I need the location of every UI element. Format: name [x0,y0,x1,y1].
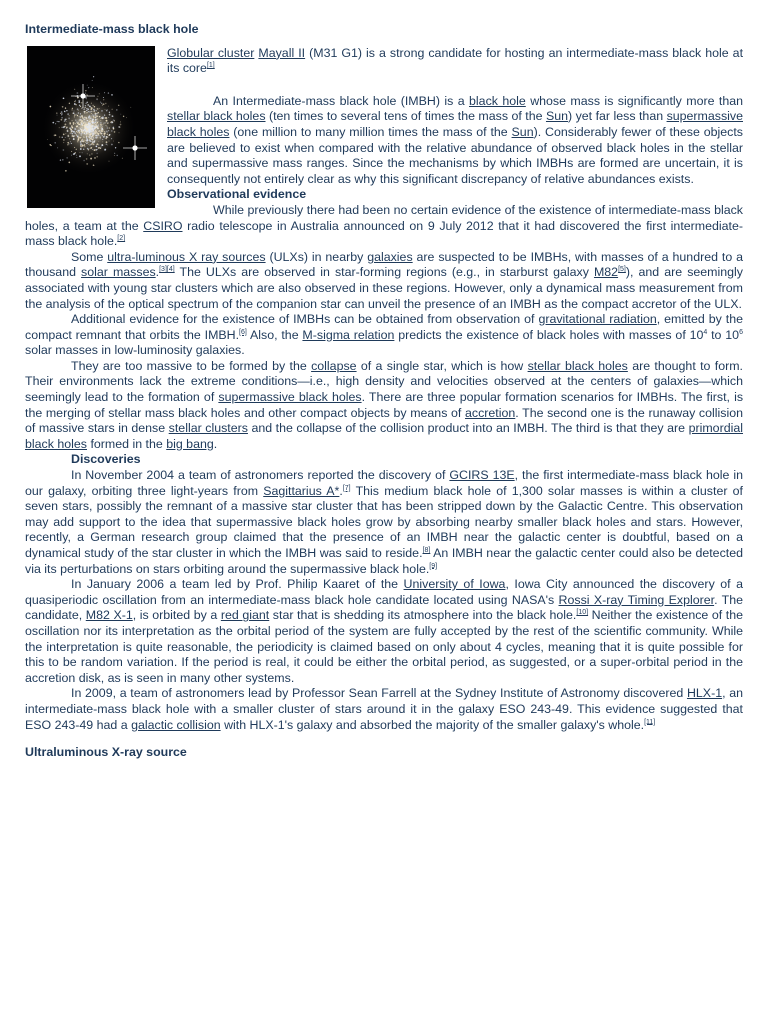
text: ), and are seemingly associated with young star clusters which are also observed in these regions. However, only a dynamical mass measurement from the analysis of the optical spectrum of the companion star can unveil the presence of an IMBH as the compact accretor of the ULX. [25,265,743,311]
text: . [339,483,343,498]
discoveries-paragraph-1 [25,468,743,577]
text: . There are three popular formation scenarios for IMBHs. The first, is the merging of stellar mass black holes and other compact objects by means of [25,390,744,420]
link-supermassive-black-holes[interactable]: supermassive black holes [167,109,743,139]
text: , an intermediate-mass black hole with a smaller cluster of stars around it in the galaxy ESO 243-49. This evidence suggested that ESO 243-49 had a [25,686,744,732]
text: . [155,265,160,280]
ref-6[interactable]: [6] [239,328,247,336]
link-galactic-collision[interactable]: galactic collision [131,717,221,732]
ref-11[interactable]: [11] [644,718,656,726]
ref-7[interactable]: [7] [342,484,351,492]
text: radio telescope in Australia announced on 9 July 2012 that it had discovered the first intermediate-mass black hole. [25,218,743,249]
link-stellar-black-holes[interactable]: stellar black holes [527,358,628,373]
link-university-of-iowa[interactable]: University of Iowa [403,577,506,592]
text: formed in the [87,436,167,451]
link-stellar-clusters[interactable]: stellar clusters [168,421,248,436]
text: An Intermediate-mass black hole (IMBH) is a [213,93,470,108]
section-heading-ulx: Ultraluminous X-ray source [25,745,187,760]
section-heading-observational: Observational evidence [167,187,307,202]
link-black-hole[interactable]: black hole [469,93,526,108]
text: with HLX-1's galaxy and absorbed the majority of the smaller galaxy's whole. [220,717,645,732]
link-primordial-black-holes[interactable]: primordial black holes [25,421,743,451]
link-sun[interactable]: Sun [545,109,569,124]
link-gcirs-13e[interactable]: GCIRS 13E [449,468,515,483]
ref-10[interactable]: [10] [576,609,589,617]
text: are suspected to be IMBHs, with masses of a hundred to a thousand [25,249,743,280]
text: Also, the [246,327,303,342]
text: . [213,436,218,451]
text: and the collapse of the collision product into an IMBH. The third is that they are [247,421,689,436]
observational-paragraph-4 [25,359,743,453]
text: In 2009, a team of astronomers lead by Professor Sean Farrell at the Sydney Institute of Astronomy discovered [71,686,687,701]
link-accretion[interactable]: accretion [465,405,516,420]
text: , Iowa City announced the discovery of a quasiperiodic oscillation from an intermediate-mass black hole candidate located using NASA's [25,577,743,607]
observational-paragraph-2 [25,250,743,312]
link-gravitational-radiation[interactable]: gravitational radiation [538,312,657,327]
text: An IMBH near the galactic center could also be detected via its perturbations on stars orbiting around the supermassive black hole. [25,546,743,576]
globular-cluster-image [27,46,155,208]
ref-2[interactable]: [2] [117,235,126,242]
globular-cluster-photo [27,46,155,208]
link-ulx[interactable]: ultra-luminous X ray sources [107,249,266,264]
ref-3-4[interactable]: [3][4] [159,266,175,274]
text: . The second one is the runaway collision of massive stars in dense [25,405,743,436]
observational-paragraph-1 [25,203,743,250]
link-mayall-ii[interactable]: Mayall II [258,45,306,60]
text: , is orbited by a [132,608,221,623]
text: star that is shedding its atmosphere into the black hole. [269,608,577,623]
text: ). Considerably fewer of these objects are believed to exist when compared with the relative abundance of observed black holes in the stellar and supermassive mass ranges. Since the mechanisms by which IMBHs are formed are uncertain, it is consequently not entirely clear as why this significant discrepancy of relative abundances exists. [167,124,743,186]
ref-8[interactable]: [8] [422,546,431,554]
link-big-bang[interactable]: big bang [166,436,214,451]
link-sun[interactable]: Sun [511,124,534,139]
discoveries-paragraph-3 [25,686,743,733]
link-stellar-black-holes[interactable]: stellar black holes [167,109,266,124]
text: to 10 [707,327,740,342]
link-m82[interactable]: M82 [593,265,619,280]
ref-5[interactable]: [5] [618,266,626,274]
ref-1[interactable]: [1] [206,62,215,70]
text: (ULXs) in nearby [265,249,368,264]
observational-paragraph-3 [25,312,743,359]
text: are thought to form. Their environments lack the extreme conditions—i.e., high density and velocities observed at the centers of galaxies—which seemingly lead to the formation of [25,358,743,405]
link-hlx-1[interactable]: HLX-1 [686,686,723,701]
text: They are too massive to be formed by the [71,358,312,373]
link-galaxies[interactable]: galaxies [367,249,413,264]
text: , emitted by the compact remnant that orbits the IMBH. [25,312,743,342]
link-globular-cluster[interactable]: Globular cluster [167,45,255,60]
text: This medium black hole of 1,300 solar masses is within a cluster of seven stars, possibly the remnant of a massive star cluster that has been stripped down by the Galactic Centre. This observation may add support to the idea that supermassive black holes grow by absorbing nearby smaller black holes and stars. However, recently, a German research group claimed that the presence of an IMBH near the galactic center is doubtful, based on a dynamical study of the star cluster in which the IMBH was said to reside. [25,483,743,560]
discoveries-paragraph-2 [25,577,743,686]
section-heading-discoveries: Discoveries [71,452,141,467]
text: of a single star, which is how [356,358,528,373]
link-csiro[interactable]: CSIRO [143,218,183,233]
text: Some [71,249,108,264]
text: whose mass is significantly more than [525,93,743,108]
exponent: 4 [703,328,708,336]
link-supermassive-black-holes[interactable]: supermassive black holes [218,390,362,405]
text: (ten times to several tens of times the mass of the [265,109,546,124]
text: , the first intermediate-mass black hole in our galaxy, orbiting three light-years from [25,468,743,498]
link-solar-masses[interactable]: solar masses [81,265,156,280]
text: ) yet far less than [568,109,667,124]
page-title: Intermediate-mass black hole [25,22,199,36]
exponent: 6 [739,328,743,336]
text: Neither the existence of the oscillation nor its interpretation as the orbital period of the system are fully accepted by the rest of the scientific community. While the interpretation is quite reasonable, the periodicity is claimed based on only about 4 cycles, meaning that it is quite possible for this to be random variation. If the period is real, it could be either the orbital period, as suggested, or a super-orbital period in the accretion disk, as is seen in many other systems. [25,608,744,685]
link-m82-x-1[interactable]: M82 X-1 [85,608,133,623]
text: (one million to many million times the mass of the [229,124,512,139]
caption-text: (M31 G1) is a strong candidate for hosting an intermediate-mass black hole at its core [167,45,744,76]
link-red-giant[interactable]: red giant [220,608,270,623]
text: Additional evidence for the existence of IMBHs can be obtained from observation of [71,312,539,327]
link-collapse[interactable]: collapse [311,358,357,373]
text: predicts the existence of black holes with masses of 10 [394,327,704,342]
ref-9[interactable]: [9] [429,562,438,570]
link-m-sigma-relation[interactable]: M-sigma relation [302,327,395,342]
link-rossi-x-ray-timing-explorer[interactable]: Rossi X-ray Timing Explorer [558,592,715,607]
text: The ULXs are observed in star-forming regions (e.g., in starburst galaxy [174,265,594,280]
link-sagittarius-a[interactable]: Sagittarius A* [263,483,340,498]
text: While previously there had been no certain evidence of the existence of intermediate-mass black holes, a team at the [25,202,743,233]
text: . The candidate, [25,592,743,623]
document-page [25,22,743,761]
text: solar masses in low-luminosity galaxies. [25,343,245,358]
text: In January 2006 a team led by Prof. Philip Kaaret of the [71,577,404,592]
text: In November 2004 a team of astronomers reported the discovery of [71,468,450,483]
